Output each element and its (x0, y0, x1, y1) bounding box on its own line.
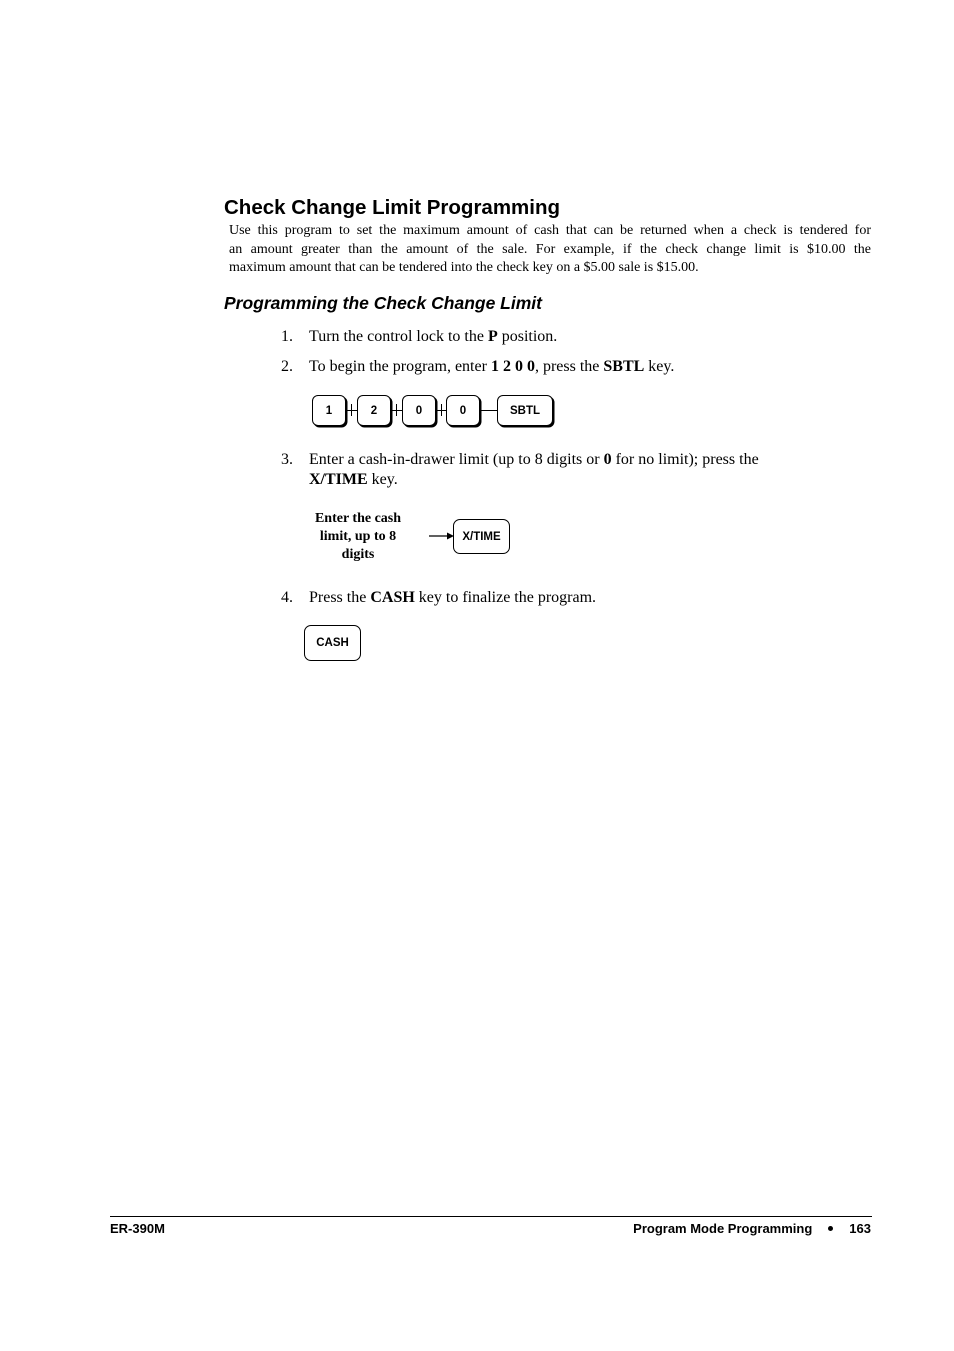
key-1: 1 (312, 395, 346, 426)
intro-line-3: maximum amount that can be tendered into the check key on a $5.00 sale is $15.00. (229, 260, 699, 276)
footer-section: Program Mode Programming (633, 1221, 813, 1236)
step-number: 1. (281, 328, 293, 345)
connector-line (480, 410, 497, 411)
key-2: 2 (357, 395, 391, 426)
step-text: Turn the control lock to the P position. (309, 328, 558, 345)
key-cash: CASH (304, 625, 361, 661)
step-text: X/TIME key. (309, 471, 398, 488)
key-sbtl: SBTL (497, 395, 553, 426)
arrow-right-icon (429, 530, 455, 542)
step-text: Enter a cash-in-drawer limit (up to 8 digits or 0 for no limit); press the (309, 451, 759, 468)
page-number: 163 (849, 1221, 871, 1236)
step-text: To begin the program, enter 1 2 0 0, press the SBTL key. (309, 358, 675, 375)
key-0: 0 (402, 395, 436, 426)
section-subtitle: Programming the Check Change Limit (224, 293, 542, 313)
footer-divider (110, 1216, 872, 1217)
step-number: 4. (281, 589, 293, 606)
step-number: 3. (281, 451, 293, 468)
connector-tick (351, 404, 352, 416)
intro-paragraph (229, 222, 871, 278)
step-text: Press the CASH key to finalize the program. (309, 589, 597, 606)
bullet-icon (828, 1226, 833, 1231)
diagram-caption (303, 510, 413, 564)
step-number: 2. (281, 358, 293, 375)
footer-model: ER-390M (110, 1221, 165, 1236)
key-0: 0 (446, 395, 480, 426)
page-title: Check Change Limit Programming (224, 196, 561, 219)
intro-line-2: an amount greater than the amount of the sale. For example, if the check change limit is $10.00 the (229, 241, 871, 257)
key-xtime: X/TIME (453, 519, 510, 554)
footer-right (633, 1221, 871, 1236)
caption-line-2: limit, up to 8 (319, 529, 397, 544)
connector-tick (441, 404, 442, 416)
intro-line-1: Use this program to set the maximum amount of cash that can be returned when a check is tendered for (229, 223, 871, 238)
connector-tick (396, 404, 397, 416)
caption-line-1: Enter the cash (314, 511, 402, 526)
caption-line-3: digits (341, 547, 375, 562)
